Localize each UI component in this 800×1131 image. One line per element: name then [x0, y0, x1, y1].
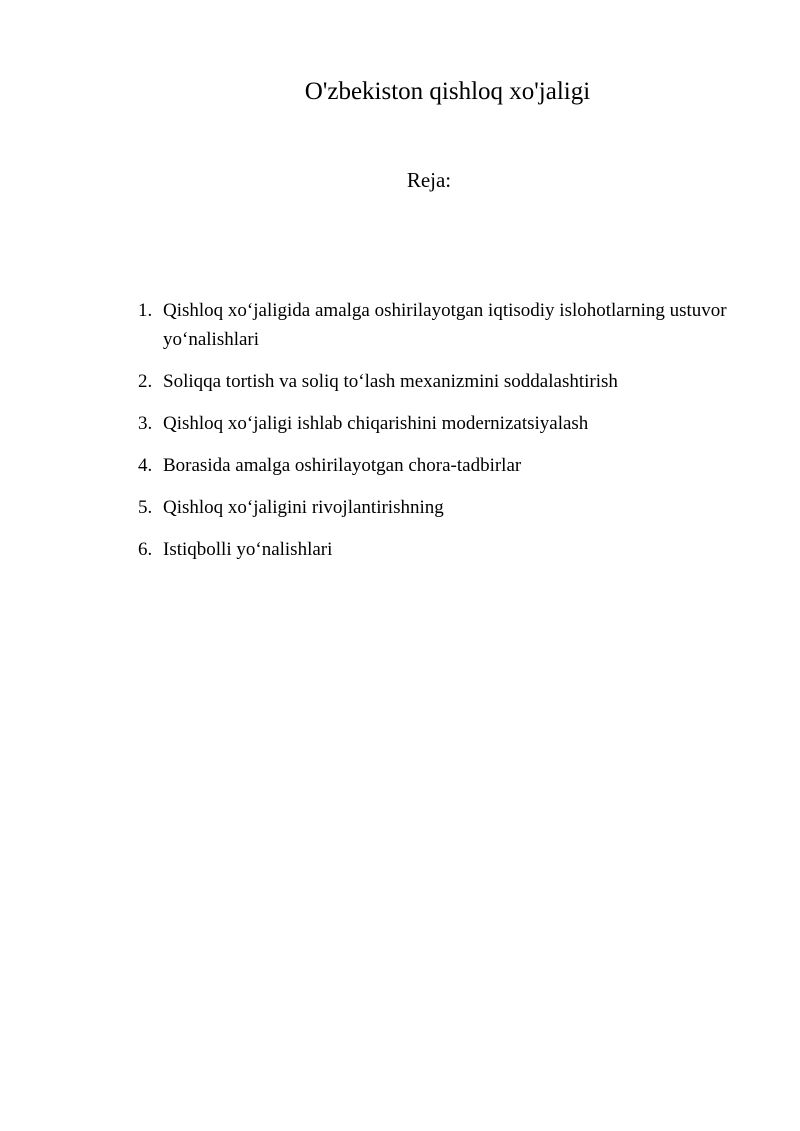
- list-item-number: 6.: [138, 539, 153, 560]
- list-item: [138, 535, 738, 564]
- plan-heading: Reja:: [406, 168, 452, 192]
- list-item-number: 2.: [138, 371, 153, 392]
- list-item-text: Istiqbolli yo‘nalishlari: [163, 539, 333, 560]
- document-title: O'zbekiston qishloq xo'jaligi: [304, 78, 591, 105]
- plan-list: [138, 296, 738, 577]
- list-item-number: 4.: [138, 455, 153, 476]
- list-item-text: Qishloq xo‘jaligini rivojlantirishning: [163, 497, 444, 518]
- list-item: [138, 451, 738, 480]
- list-item: [138, 409, 738, 438]
- list-item-text: Qishloq xo‘jaligida amalga oshirilayotgan iqtisodiy islohotlarning ustuvor yo‘nalishlari: [163, 300, 727, 350]
- list-item-number: 1.: [138, 300, 153, 321]
- list-item: [138, 493, 738, 522]
- list-item-text: Soliqqa tortish va soliq to‘lash mexanizmini soddalashtirish: [163, 371, 618, 392]
- list-item: [138, 296, 738, 354]
- list-item-text: Borasida amalga oshirilayotgan chora-tadbirlar: [163, 455, 522, 476]
- list-item-number: 3.: [138, 413, 153, 434]
- list-item-text: Qishloq xo‘jaligi ishlab chiqarishini modernizatsiyalash: [163, 413, 589, 434]
- list-item-number: 5.: [138, 497, 153, 518]
- list-item: [138, 367, 738, 396]
